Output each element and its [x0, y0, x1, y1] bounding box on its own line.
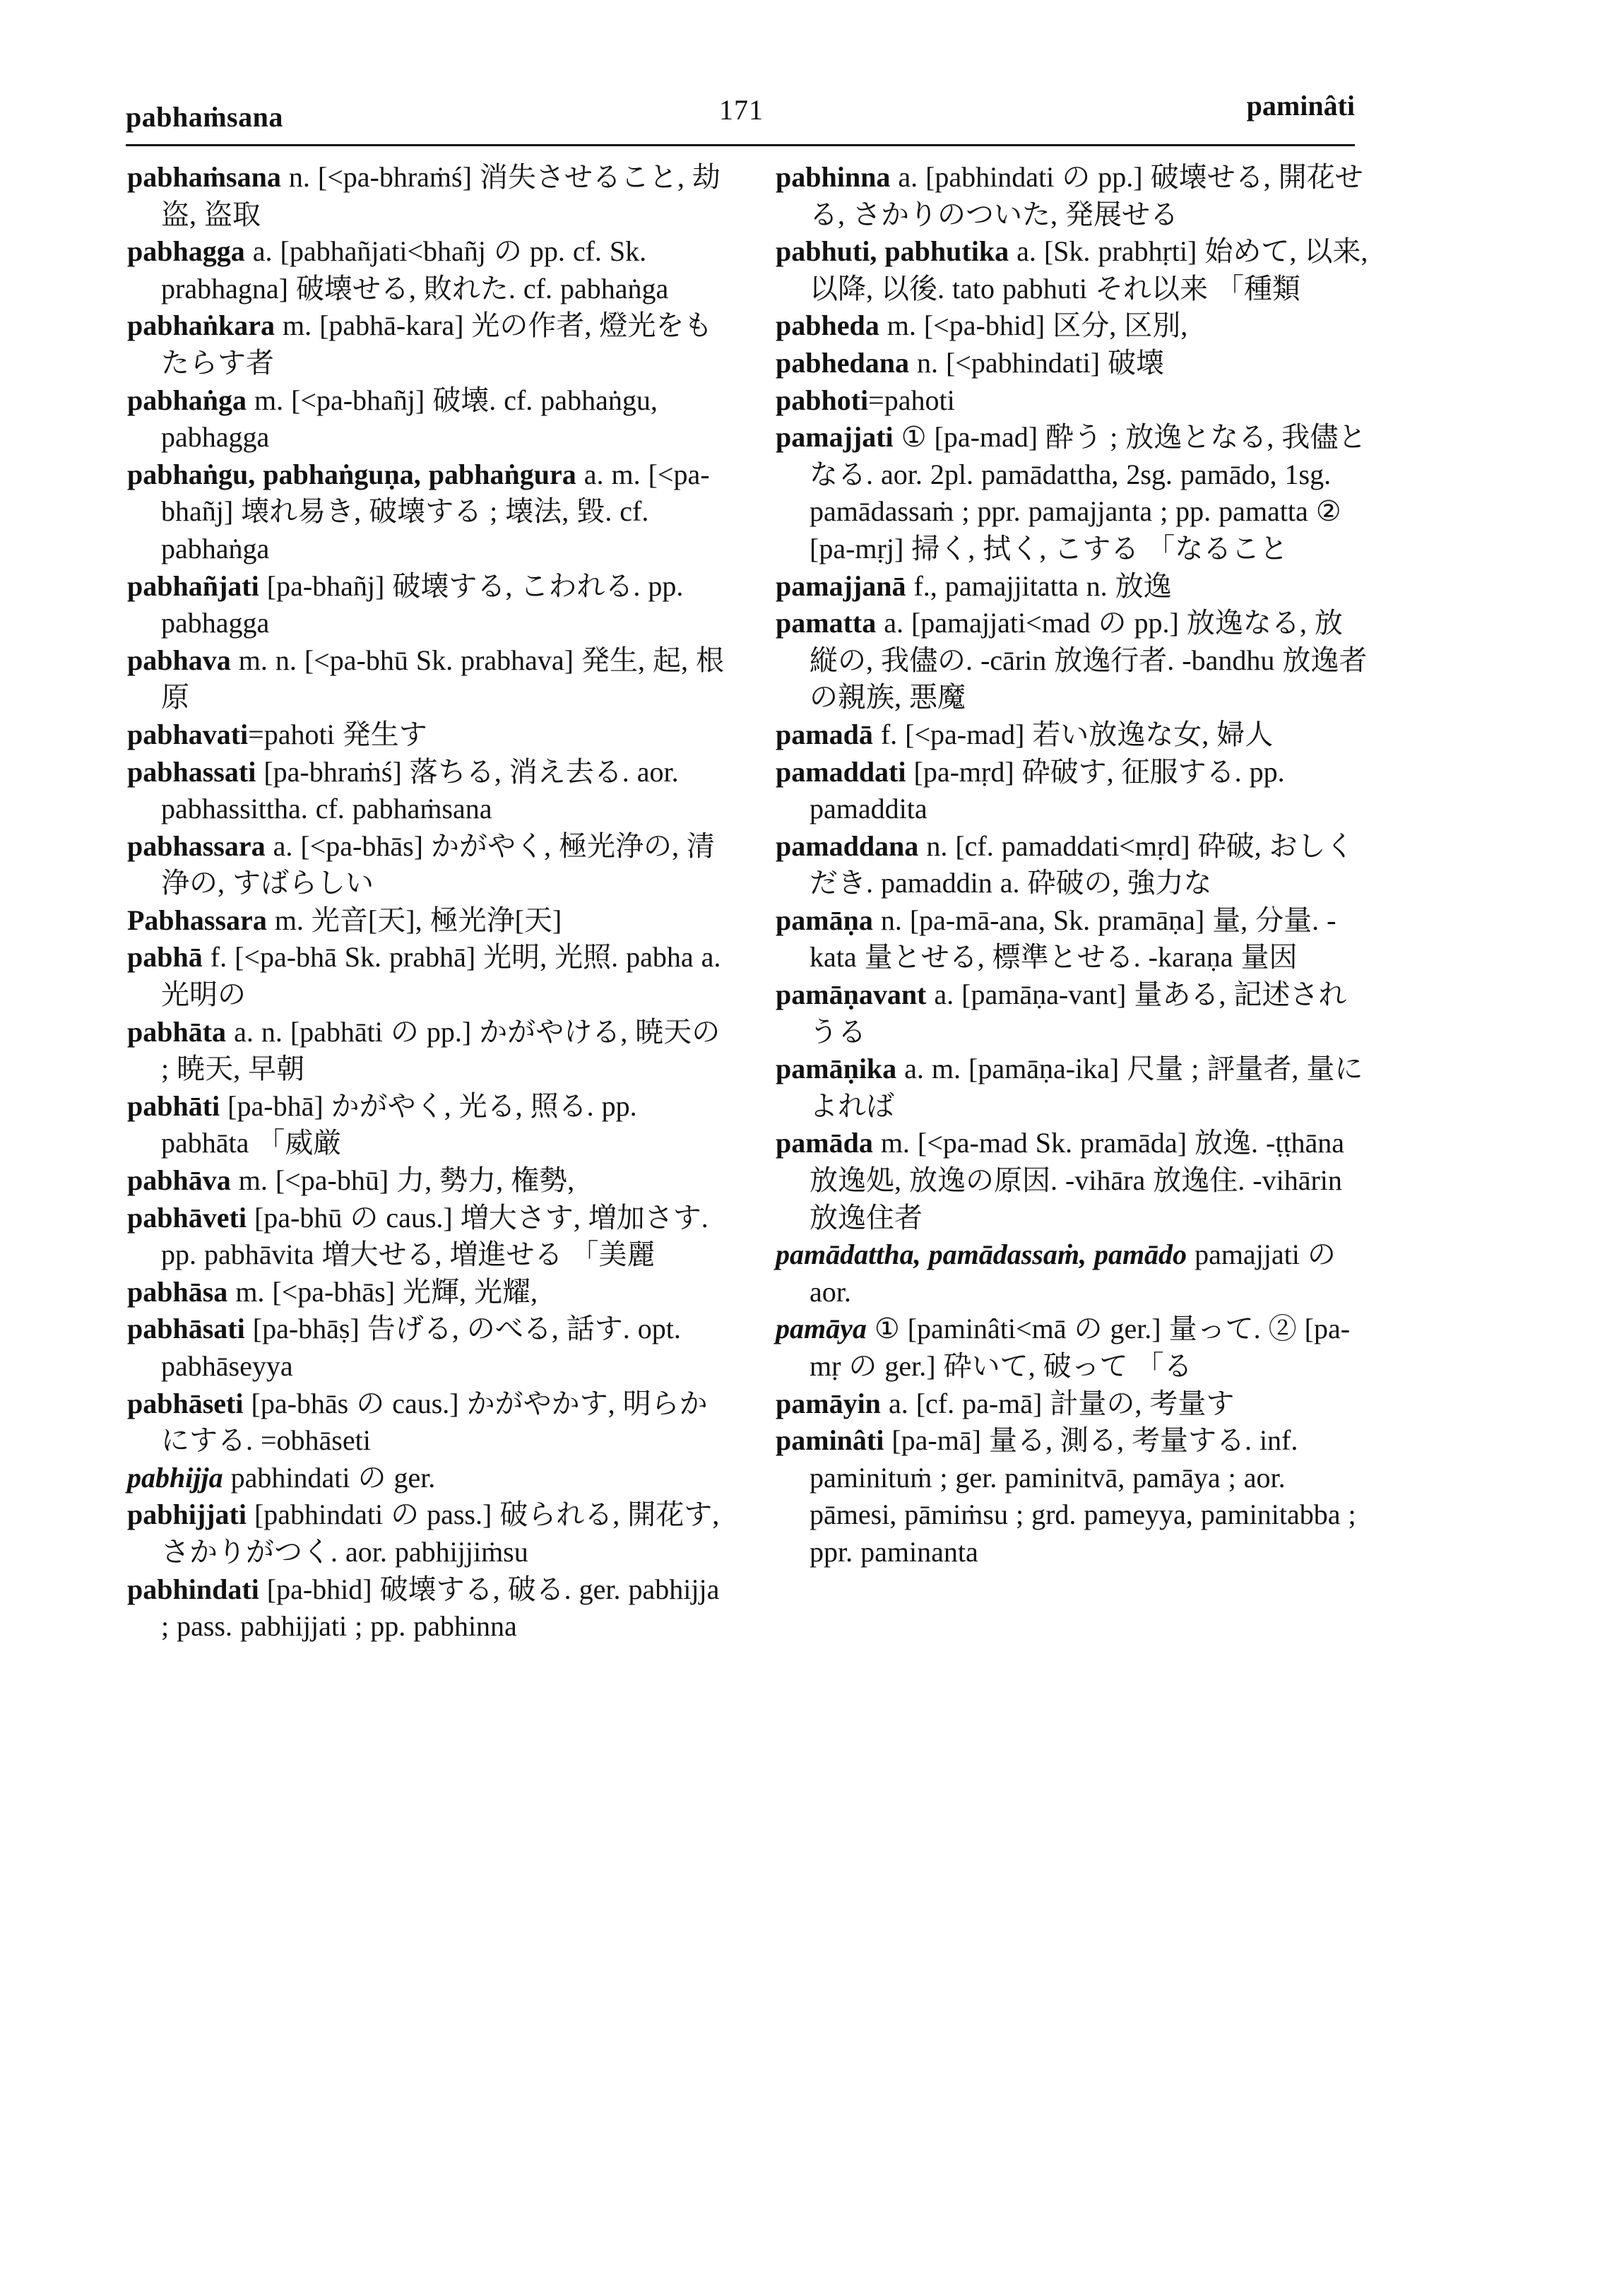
entry-definition: [pa-bhās の caus.] かがやかす, 明らかにする. =obhāseti — [161, 1387, 708, 1457]
entry-headword: pabhassara — [127, 829, 266, 862]
entry-definition: m. [<pa-bhū] 力, 勢力, 権勢, — [230, 1164, 575, 1197]
left-column — [127, 159, 728, 1645]
dictionary-entry — [776, 1422, 1369, 1571]
entry-definition: n. [<pa-bhraṁś] 消失させること, 劫盗, 盗取 — [161, 161, 721, 230]
dictionary-entry — [127, 159, 728, 233]
dictionary-entry — [127, 902, 728, 940]
entry-definition: a. m. [pamāṇa-ika] 尺量 ; 評量者, 量によれば — [810, 1053, 1363, 1122]
entry-definition: a. [pamāṇa-vant] 量ある, 記述されうる — [810, 979, 1347, 1048]
entry-definition: m. [<pa-bhañj] 破壊. cf. pabhaṅgu, pabhagga — [161, 384, 658, 454]
entry-headword: pamaddana — [776, 829, 919, 862]
dictionary-entry — [776, 902, 1369, 976]
entry-definition: m. 光音[天], 極光浄[天] — [266, 904, 562, 936]
dictionary-entry — [776, 1385, 1369, 1423]
entry-headword: pamadā — [776, 718, 873, 750]
entry-definition: a. [pabhindati の pp.] 破壊せる, 開花せる, さかりのついた, 発展せる — [810, 161, 1363, 230]
page-header — [126, 79, 1355, 146]
dictionary-entry — [127, 642, 728, 716]
dictionary-entry — [127, 1274, 728, 1311]
running-head-left: pabhaṁsana — [126, 101, 283, 133]
entry-definition: =pahoti — [868, 384, 955, 416]
dictionary-entry — [776, 605, 1369, 716]
dictionary-entry — [127, 1311, 728, 1385]
entry-headword: pamāyin — [776, 1387, 881, 1419]
entry-definition: pabhindati の ger. — [223, 1461, 436, 1494]
entry-headword: pabhāva — [127, 1164, 231, 1197]
entry-headword: pabhāta — [127, 1015, 227, 1048]
entry-headword: pabhāsa — [127, 1275, 228, 1308]
entry-definition: a. [Sk. prabhṛti] 始めて, 以来, 以降, 以後. tato pabhuti それ以来 「種類 — [810, 235, 1368, 305]
dictionary-entry — [127, 1088, 728, 1162]
dictionary-entry — [776, 419, 1369, 567]
entry-definition: a. [pabhañjati<bhañj の pp. cf. Sk. prabhagna] 破壊せる, 敗れた. cf. pabhaṅga — [161, 235, 669, 305]
entry-definition: f. [<pa-mad] 若い放逸な女, 婦人 — [872, 718, 1274, 750]
entry-headword: pabhāseti — [127, 1387, 244, 1419]
entry-definition: a. [cf. pa-mā] 計量の, 考量す — [880, 1387, 1235, 1419]
dictionary-entry — [127, 456, 728, 568]
entry-headword: pamādattha, pamādassaṁ, pamādo — [776, 1238, 1187, 1271]
entry-headword: pamatta — [776, 607, 877, 639]
entry-definition: [pa-mṛd] 砕破す, 征服する. pp. pamaddita — [810, 755, 1285, 825]
entry-headword: pabhassati — [127, 755, 256, 788]
dictionary-entry — [776, 716, 1369, 754]
dictionary-entry — [127, 568, 728, 642]
entry-definition: pamajjati の aor. — [810, 1238, 1336, 1308]
dictionary-entry — [127, 233, 728, 307]
dictionary-entry — [127, 1460, 728, 1497]
entry-headword: pabhavati — [127, 718, 249, 750]
entry-definition: m. [pabhā-kara] 光の作者, 燈光をもたらす者 — [161, 309, 713, 379]
dictionary-entry — [127, 1571, 728, 1645]
entry-definition: [pa-bhā] かがやく, 光る, 照る. pp. pabhāta 「威厳 — [161, 1089, 637, 1159]
dictionary-entry — [776, 307, 1369, 345]
entry-headword: pabhaṅgu, pabhaṅguṇa, pabhaṅgura — [127, 458, 576, 490]
dictionary-entry — [127, 754, 728, 828]
entry-headword: pabheda — [776, 309, 879, 342]
entry-definition: n. [<pabhindati] 破壊 — [908, 346, 1165, 379]
dictionary-entry — [776, 1051, 1369, 1125]
right-column — [776, 159, 1369, 1571]
entry-headword: pabhindati — [127, 1573, 259, 1605]
entry-headword: pabhuti, pabhutika — [776, 235, 1009, 268]
dictionary-entry — [127, 1162, 728, 1200]
dictionary-entry — [127, 716, 728, 754]
dictionary-entry — [127, 1200, 728, 1274]
entry-headword: pabhaṁsana — [127, 161, 281, 193]
dictionary-entry — [776, 828, 1369, 902]
dictionary-entry — [127, 939, 728, 1013]
entry-headword: pabhā — [127, 941, 203, 974]
entry-headword: pabhañjati — [127, 569, 259, 602]
entry-headword: pabhoti — [776, 384, 869, 416]
entry-definition: a. [pamajjati<mad の pp.] 放逸なる, 放縦の, 我儘の. -cārin 放逸行者. -bandhu 放逸者の親族, 悪魔 — [810, 607, 1368, 714]
entry-headword: pabhagga — [127, 235, 245, 268]
entry-definition: a. [<pa-bhās] かがやく, 極光浄の, 清浄の, すばらしい — [161, 829, 715, 899]
entry-headword: pamāya — [776, 1313, 867, 1345]
entry-definition: a. m. [<pa-bhañj] 壊れ易き, 破壊する ; 壊法, 毀. cf. pabhaṅga — [161, 458, 710, 564]
dictionary-entry — [127, 1385, 728, 1460]
dictionary-entry — [776, 345, 1369, 382]
entry-definition: =pahoti 発生す — [248, 718, 427, 750]
dictionary-entry — [776, 1125, 1369, 1236]
entry-headword: pamāṇa — [776, 904, 873, 936]
entry-definition: [pa-bhū の caus.] 増大さす, 増加さす. pp. pabhāvita 増大せる, 増進せる 「美麗 — [161, 1201, 709, 1271]
entry-definition: [pa-bhāṣ] 告げる, のべる, 話す. opt. pabhāseyya — [161, 1313, 681, 1382]
entry-headword: pabhaṅga — [127, 384, 247, 416]
entry-definition: [pa-bhraṁś] 落ちる, 消え去る. aor. pabhassittha. cf. pabhaṁsana — [161, 755, 679, 825]
dictionary-entry — [127, 382, 728, 456]
entry-headword: pamaddati — [776, 755, 906, 788]
entry-headword: pabhinna — [776, 161, 891, 193]
entry-headword: pamāṇika — [776, 1053, 897, 1085]
entry-definition: m. [<pa-bhid] 区分, 区別, — [879, 309, 1188, 342]
dictionary-entry — [776, 568, 1369, 605]
dictionary-entry — [127, 1014, 728, 1088]
entry-definition: [pa-mā] 量る, 測る, 考量する. inf. paminituṁ ; ger. paminitvā, pamāya ; aor. pāmesi, pāmiṁsu ; grd. pameyya, paminitabba ; ppr. paminanta — [810, 1424, 1356, 1568]
entry-headword: pabhijjati — [127, 1498, 247, 1531]
entry-definition: n. [pa-mā-ana, Sk. pramāṇa] 量, 分量. -kata 量とせる, 標準とせる. -karaṇa 量因 — [810, 904, 1336, 974]
entry-headword: Pabhassara — [127, 904, 267, 936]
dictionary-entry — [776, 159, 1369, 233]
entry-definition: n. [cf. pamaddati<mṛd] 砕破, おしくだき. pamaddin a. 砕破の, 強力な — [810, 829, 1354, 899]
dictionary-entry — [776, 233, 1369, 307]
entry-headword: pamajjati — [776, 421, 894, 454]
dictionary-entry — [127, 828, 728, 902]
entry-headword: paminâti — [776, 1424, 884, 1457]
entry-definition: m. n. [<pa-bhū Sk. prabhava] 発生, 起, 根原 — [161, 644, 724, 714]
dictionary-entry — [127, 307, 728, 382]
entry-definition: a. n. [pabhāti の pp.] かがやける, 暁天の ; 暁天, 早朝 — [161, 1015, 721, 1085]
entry-headword: pabhava — [127, 644, 231, 676]
page-number: 171 — [719, 94, 764, 126]
entry-headword: pabhaṅkara — [127, 309, 275, 342]
running-head-right: paminâti — [1246, 90, 1355, 122]
entry-definition: f. [<pa-bhā Sk. prabhā] 光明, 光照. pabha a. 光明の — [161, 941, 721, 1011]
entry-definition: ① [pa-mad] 酔う ; 放逸となる, 我儘となる. aor. 2pl. pamādattha, 2sg. pamādo, 1sg. pamādassaṁ ; ppr. pamajjanta ; pp. pamatta ② [pa-mṛj] 掃く, 拭く, こする 「なること — [810, 421, 1367, 564]
entry-definition: m. [<pa-bhās] 光輝, 光耀, — [227, 1275, 538, 1308]
entry-headword: pamajjanā — [776, 569, 906, 602]
dictionary-entry — [776, 382, 1369, 420]
entry-definition: [pabhindati の pass.] 破られる, 開花す, さかりがつく. aor. pabhijjiṁsu — [161, 1498, 720, 1568]
entry-headword: pabhāsati — [127, 1313, 245, 1345]
entry-headword: pabhedana — [776, 346, 909, 379]
dictionary-entry — [127, 1496, 728, 1571]
dictionary-entry — [776, 976, 1369, 1051]
dictionary-entry — [776, 754, 1369, 828]
entry-definition: f., pamajjitatta n. 放逸 — [906, 569, 1172, 602]
dictionary-entry — [776, 1311, 1369, 1385]
entry-headword: pamāda — [776, 1127, 873, 1159]
entry-headword: pabhāti — [127, 1089, 220, 1122]
entry-headword: pamāṇavant — [776, 979, 927, 1011]
entry-definition: [pa-bhañj] 破壊する, こわれる. pp. pabhagga — [161, 569, 684, 639]
dictionary-entry — [776, 1236, 1369, 1311]
entry-headword: pabhāveti — [127, 1201, 247, 1234]
entry-definition: m. [<pa-mad Sk. pramāda] 放逸. -ṭṭhāna 放逸処, 放逸の原因. -vihāra 放逸住. -vihārin 放逸住者 — [810, 1127, 1345, 1234]
entry-definition: [pa-bhid] 破壊する, 破る. ger. pabhijja ; pass. pabhijjati ; pp. pabhinna — [161, 1573, 720, 1643]
entry-definition: ① [paminâti<mā の ger.] 量って. ② [pa-mṛ の ger.] 砕いて, 破って 「る — [810, 1313, 1351, 1382]
entry-headword: pabhijja — [127, 1461, 223, 1494]
